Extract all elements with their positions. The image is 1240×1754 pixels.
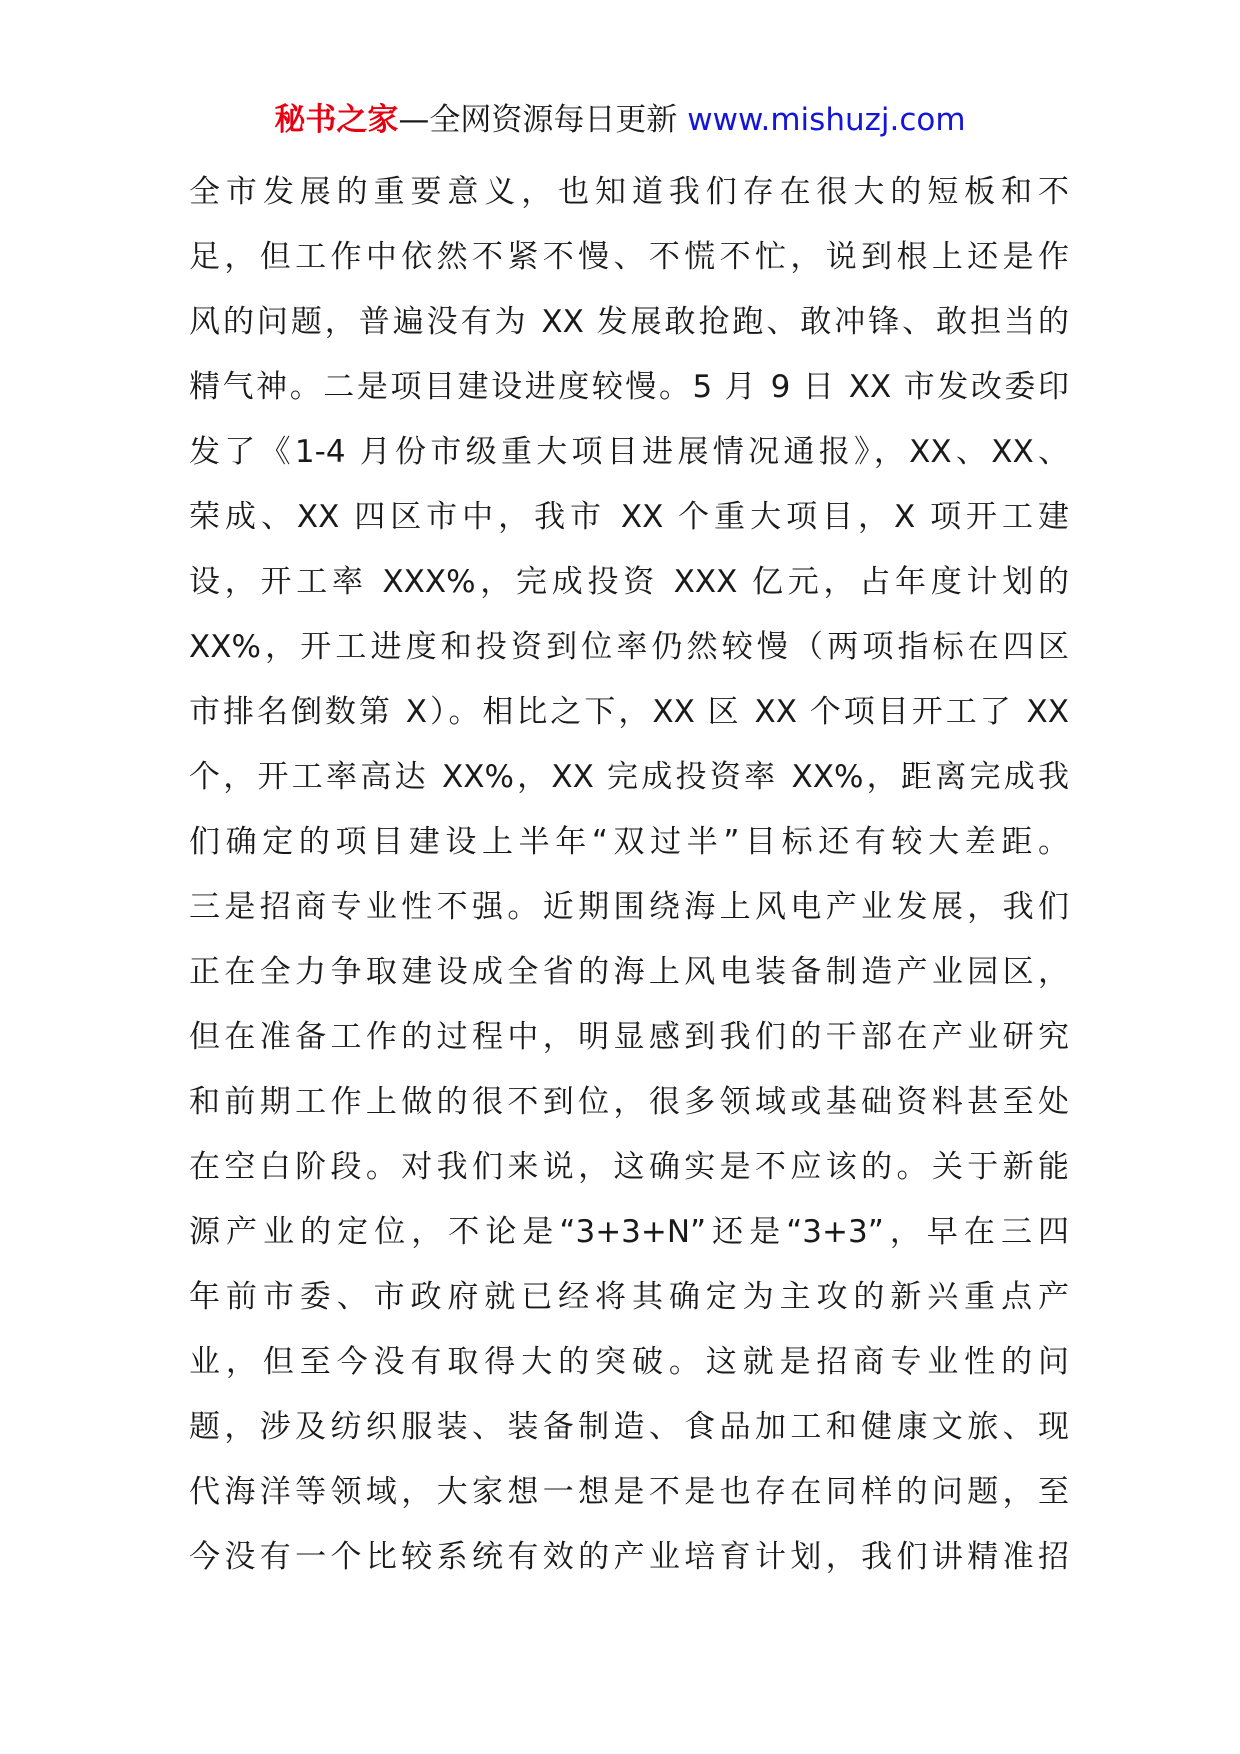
document-body — [189, 160, 1069, 1590]
body-line: 代海洋等领域，大家想一想是不是也存在同样的问题，至 — [189, 1474, 1069, 1510]
body-line: 题，涉及纺织服装、装备制造、食品加工和健康文旅、现 — [189, 1409, 1069, 1445]
body-line: 三是招商专业性不强。近期围绕海上风电产业发展，我们 — [189, 889, 1069, 925]
body-line: 今没有一个比较系统有效的产业培育计划，我们讲精准招 — [189, 1539, 1069, 1575]
body-line: 年前市委、市政府就已经将其确定为主攻的新兴重点产 — [189, 1279, 1069, 1315]
body-line: 设，开工率 XXX%，完成投资 XXX 亿元，占年度计划的 — [189, 564, 1069, 600]
body-line: 全市发展的重要意义，也知道我们存在很大的短板和不 — [189, 174, 1069, 210]
body-line: 但在准备工作的过程中，明显感到我们的干部在产业研究 — [189, 1019, 1069, 1055]
site-url-link[interactable]: www.mishuzj.com — [687, 102, 966, 138]
body-line: 发了《1-4 月份市级重大项目进展情况通报》，XX、XX、 — [189, 434, 1069, 470]
body-line: 们确定的项目建设上半年“双过半”目标还有较大差距。 — [189, 824, 1069, 860]
body-line: 荣成、XX 四区市中，我市 XX 个重大项目，X 项开工建 — [189, 499, 1069, 535]
body-line: 精气神。二是项目建设进度较慢。5 月 9 日 XX 市发改委印 — [189, 369, 1069, 405]
body-line: 业，但至今没有取得大的突破。这就是招商专业性的问 — [189, 1344, 1069, 1380]
brand-name: 秘书之家 — [274, 102, 399, 138]
header-tagline: —全网资源每日更新 — [398, 102, 688, 138]
body-line: 在空白阶段。对我们来说，这确实是不应该的。关于新能 — [189, 1149, 1069, 1185]
body-line: XX%，开工进度和投资到位率仍然较慢（两项指标在四区 — [189, 629, 1069, 665]
page-header — [0, 96, 1240, 144]
body-line: 足，但工作中依然不紧不慢、不慌不忙，说到根上还是作 — [189, 239, 1069, 275]
body-line: 和前期工作上做的很不到位，很多领域或基础资料甚至处 — [189, 1084, 1069, 1120]
body-line: 风的问题，普遍没有为 XX 发展敢抢跑、敢冲锋、敢担当的 — [189, 304, 1069, 340]
body-line: 个，开工率高达 XX%，XX 完成投资率 XX%，距离完成我 — [189, 759, 1069, 795]
body-line: 源产业的定位，不论是“3+3+N”还是“3+3”，早在三四 — [189, 1214, 1069, 1250]
body-line: 正在全力争取建设成全省的海上风电装备制造产业园区， — [189, 954, 1069, 990]
body-line: 市排名倒数第 X）。相比之下，XX 区 XX 个项目开工了 XX — [189, 694, 1069, 730]
